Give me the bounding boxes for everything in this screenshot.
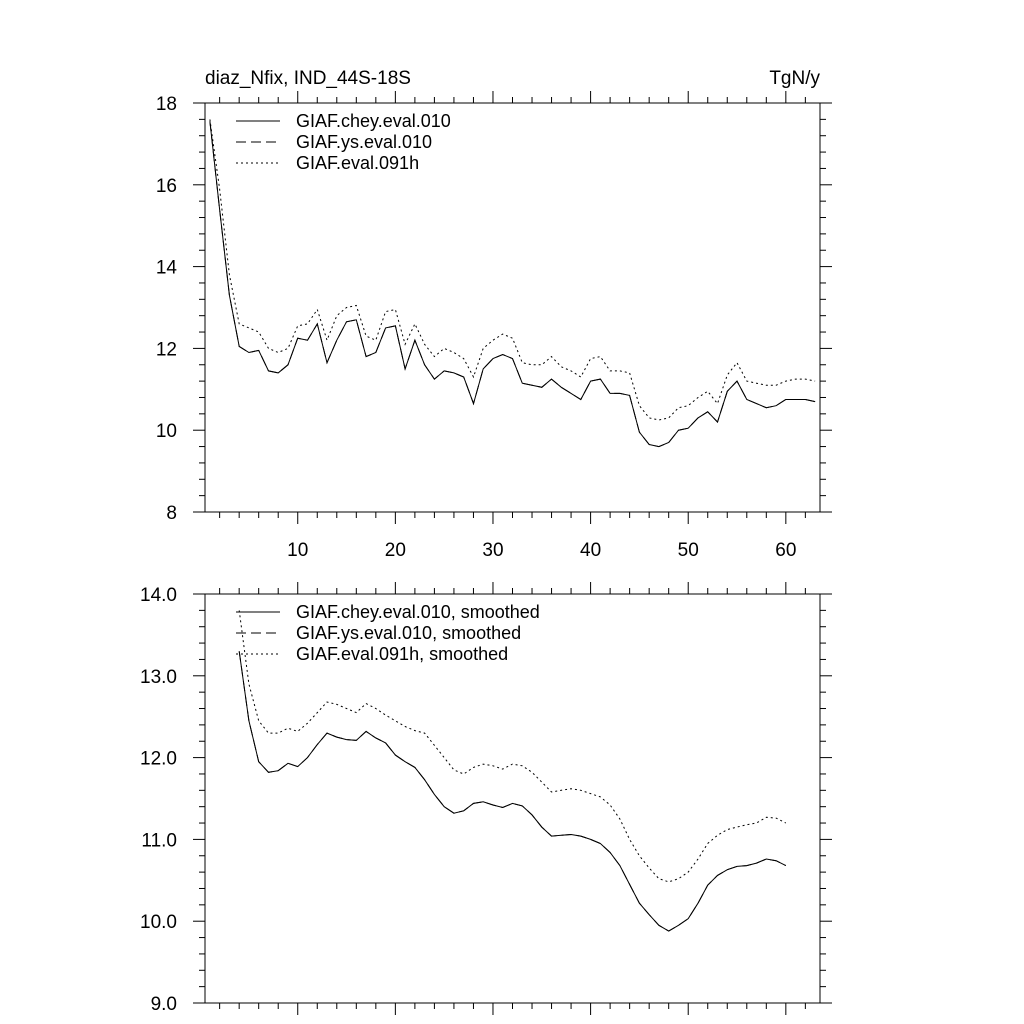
x-tick-label: 40 (580, 540, 602, 561)
y-tick-label: 14 (155, 257, 177, 279)
y-tick-label: 18 (155, 94, 177, 115)
top-panel-title: diaz_Nfix, IND_44S-18S (205, 68, 411, 89)
legend-label: GIAF.chey.eval.010 (296, 111, 451, 131)
legend-label: GIAF.chey.eval.010, smoothed (296, 602, 540, 622)
x-tick-label: 50 (677, 540, 699, 561)
bottom-panel (140, 582, 832, 1015)
y-tick-label: 10.0 (140, 912, 177, 934)
y-tick-label: 12.0 (140, 748, 177, 770)
series-line-dashed (239, 651, 786, 931)
y-tick-label: 12 (155, 339, 177, 361)
legend-label: GIAF.ys.eval.010, smoothed (296, 623, 522, 643)
x-tick-label: 10 (287, 540, 309, 561)
legend-label: GIAF.eval.091h, smoothed (296, 644, 509, 664)
series-line-solid (239, 651, 786, 931)
y-tick-label: 8 (166, 503, 177, 524)
y-tick-label: 14.0 (140, 585, 177, 606)
y-tick-label: 11.0 (141, 830, 177, 852)
x-tick-label: 20 (384, 540, 406, 561)
x-tick-label: 60 (775, 540, 797, 561)
y-tick-label: 9.0 (150, 994, 177, 1015)
legend-label: GIAF.ys.eval.010 (296, 132, 433, 152)
top-panel-units: TgN/y (769, 68, 820, 89)
y-tick-label: 16 (155, 175, 177, 197)
y-tick-label: 13.0 (140, 666, 177, 688)
y-tick-label: 10 (155, 421, 177, 443)
top-panel (156, 68, 832, 561)
legend-label: GIAF.eval.091h (296, 153, 420, 173)
x-tick-label: 30 (482, 540, 504, 561)
